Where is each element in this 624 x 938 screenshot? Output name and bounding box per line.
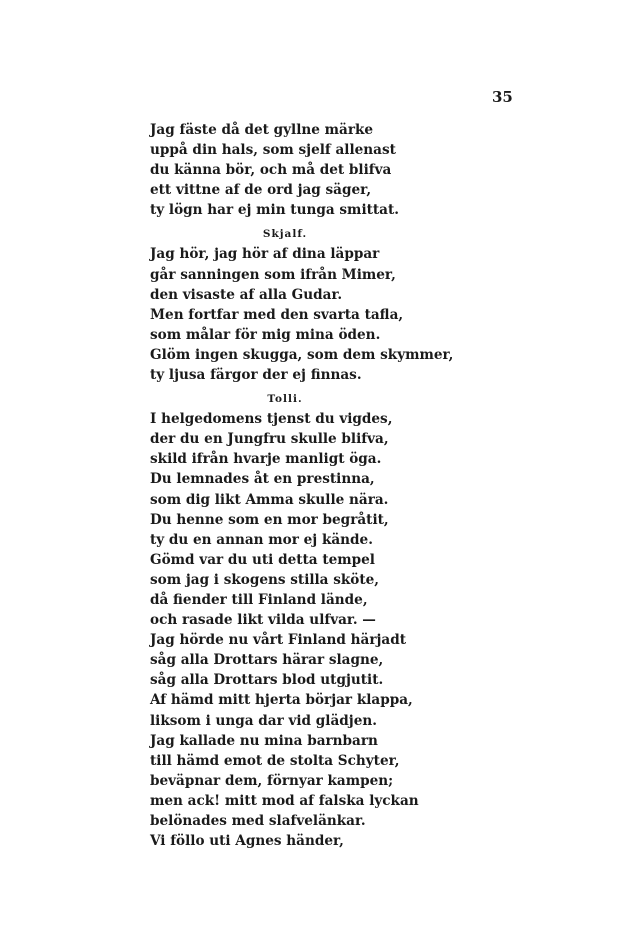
verse-line: Vi föllo uti Agnes händer, — [150, 833, 344, 850]
verse-line: I helgedomens tjenst du vigdes, — [150, 411, 393, 428]
verse-line: belönades med slafvelänkar. — [150, 813, 366, 829]
verse-line: skild ifrån hvarje manligt öga. — [150, 451, 382, 468]
stanza — [150, 389, 470, 851]
stanza — [150, 120, 470, 220]
verse-line: ty lögn har ej min tunga smittat. — [150, 202, 399, 219]
speaker-name: Skjalf. — [262, 228, 308, 241]
poem-body — [150, 120, 470, 851]
verse-line: Gömd var du uti detta tempel — [150, 551, 375, 568]
verse-line: beväpnar dem, förnyar kampen; — [150, 772, 394, 789]
verse-line: liksom i unga dar vid glädjen. — [150, 712, 377, 729]
verse-line: som målar för mig mina öden. — [150, 326, 381, 343]
verse-line: der du en Jungfru skulle blifva, — [150, 431, 389, 448]
verse-line: som dig likt Amma skulle nära. — [150, 491, 389, 508]
verse-line: går sanningen som ifrån Mimer, — [150, 266, 396, 283]
verse-line: ett vittne af de ord jag säger, — [150, 182, 372, 199]
verse-line: Jag hörde nu vårt Finland härjadt — [150, 632, 407, 649]
verse-line: såg alla Drottars blod utgjutit. — [150, 672, 384, 689]
verse-line: som jag i skogens stilla sköte, — [150, 571, 380, 588]
verse-line: den visaste af alla Gudar. — [150, 286, 343, 303]
verse-line: ty ljusa färgor der ej finnas. — [150, 367, 362, 384]
verse-line: du känna bör, och må det blifva — [150, 162, 392, 179]
page-number: 35 — [492, 88, 513, 106]
verse-line: Jag kallade nu mina barnbarn — [150, 732, 378, 749]
verse-line: men ack! mitt mod af falska lyckan — [150, 792, 419, 809]
verse-line: till hämd emot de stolta Schyter, — [150, 752, 400, 769]
verse-line: ty du en annan mor ej kände. — [150, 531, 373, 548]
verse-line: Jag hör, jag hör af dina läppar — [150, 246, 380, 263]
stanza — [150, 224, 470, 385]
verse-line: Du lemnades åt en prestinna, — [150, 471, 375, 488]
verse-line: då fiender till Finland lände, — [150, 591, 368, 608]
verse-line: Jag fäste då det gyllne märke — [150, 122, 374, 138]
verse-line: uppå din hals, som sjelf allenast — [150, 142, 396, 159]
verse-line: Du henne som en mor begråtit, — [150, 511, 389, 528]
verse-line: och rasade likt vilda ulfvar. — — [150, 612, 376, 629]
verse-line: Men fortfar med den svarta tafla, — [150, 306, 404, 323]
speaker-name: Tolli. — [267, 393, 303, 406]
verse-line: Af hämd mitt hjerta börjar klappa, — [150, 692, 413, 709]
verse-line: Glöm ingen skugga, som dem skymmer, — [150, 346, 454, 363]
verse-line: såg alla Drottars härar slagne, — [150, 652, 384, 669]
